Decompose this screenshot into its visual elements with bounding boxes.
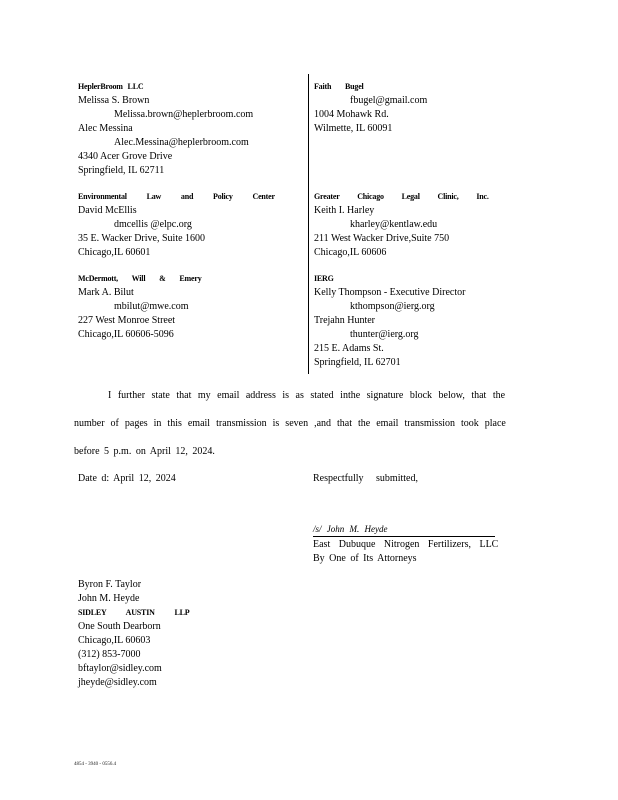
contact-line: Trejahn Hunter	[314, 315, 376, 326]
contact-email: kharley@kentlaw.edu	[350, 219, 438, 230]
contact-line: Chicago,IL 60606	[314, 247, 387, 258]
attorney-name: John M. Heyde	[78, 593, 140, 604]
signature: /s/ John M. Heyde	[313, 524, 388, 534]
contact-line: Wilmette, IL 60091	[314, 123, 393, 134]
service-entry-mcdermott	[78, 272, 275, 342]
firm-name: IERG	[314, 274, 334, 283]
service-list-right-column	[314, 80, 489, 370]
contact-line: 35 E. Wacker Drive, Suite 1600	[78, 233, 206, 244]
contact-line: Keith I. Harley	[314, 205, 375, 216]
service-list-left-column	[78, 80, 275, 342]
contact-line: 1004 Mohawk Rd.	[314, 109, 389, 120]
contact-email: fbugel@gmail.com	[350, 95, 428, 106]
document-id-code: 4854 - 3940 - 0556.4	[74, 762, 117, 767]
service-entry-elpc	[78, 190, 275, 260]
contact-email: Alec.Messina@heplerbroom.com	[114, 137, 249, 148]
contact-line: Melissa S. Brown	[78, 95, 150, 106]
respectfully-submitted: Respectfully submitted,	[313, 473, 418, 484]
service-entry-heplerbroom	[78, 80, 275, 178]
firm-name: Environmental Law and Policy Center	[78, 192, 275, 201]
attorney-block	[78, 578, 189, 690]
party-name: East Dubuque Nitrogen Fertilizers, LLC	[313, 539, 499, 550]
contact-line: 227 West Monroe Street	[78, 315, 176, 326]
contact-email: dmcellis @elpc.org	[114, 219, 192, 230]
firm-name: Greater Chicago Legal Clinic, Inc.	[314, 192, 489, 201]
contact-line: Springfield, IL 62701	[314, 357, 401, 368]
contact-line: 4340 Acer Grove Drive	[78, 151, 173, 162]
date-line: Date d: April 12, 2024	[78, 473, 176, 484]
contact-email: kthompson@ierg.org	[350, 301, 435, 312]
contact-line: 211 West Wacker Drive,Suite 750	[314, 233, 450, 244]
contact-line: Alec Messina	[78, 123, 133, 134]
signature-line	[313, 536, 495, 537]
service-entry-bugel	[314, 80, 489, 136]
contact-line: David McEllis	[78, 205, 137, 216]
contact-line: 215 E. Adams St.	[314, 343, 384, 354]
email-line: bftaylor@sidley.com	[78, 663, 162, 674]
address-line: One South Dearborn	[78, 621, 161, 632]
column-divider	[308, 74, 309, 374]
contact-line: Chicago,IL 60601	[78, 247, 151, 258]
contact-email: Melissa.brown@heplerbroom.com	[114, 109, 254, 120]
phone-line: (312) 853-7000	[78, 649, 141, 660]
certification-line-2: number of pages in this email transmission is seven ,and that the email transmission took place	[74, 418, 506, 429]
contact-line: Mark A. Bilut	[78, 287, 134, 298]
firm-name: HeplerBroom LLC	[78, 82, 144, 91]
firm-name: Faith Bugel	[314, 82, 364, 91]
by-line: By One of Its Attorneys	[313, 553, 417, 564]
firm-name: SIDLEY AUSTIN LLP	[78, 608, 190, 617]
contact-email: thunter@ierg.org	[350, 329, 419, 340]
certification-line-1: I further state that my email address is as stated inthe signature block below, that the	[108, 390, 506, 401]
contact-email: mbilut@mwe.com	[114, 301, 189, 312]
contact-line: Kelly Thompson - Executive Director	[314, 287, 466, 298]
address-line: Chicago,IL 60603	[78, 635, 151, 646]
contact-line: Chicago,IL 60606-5096	[78, 329, 174, 340]
service-entry-ierg	[314, 272, 489, 370]
contact-line: Springfield, IL 62711	[78, 165, 165, 176]
service-entry-legal-clinic	[314, 190, 489, 260]
firm-name: McDermott, Will & Emery	[78, 274, 202, 283]
attorney-name: Byron F. Taylor	[78, 579, 142, 590]
certification-line-3: before 5 p.m. on April 12, 2024.	[74, 446, 215, 457]
email-line: jheyde@sidley.com	[78, 677, 157, 688]
